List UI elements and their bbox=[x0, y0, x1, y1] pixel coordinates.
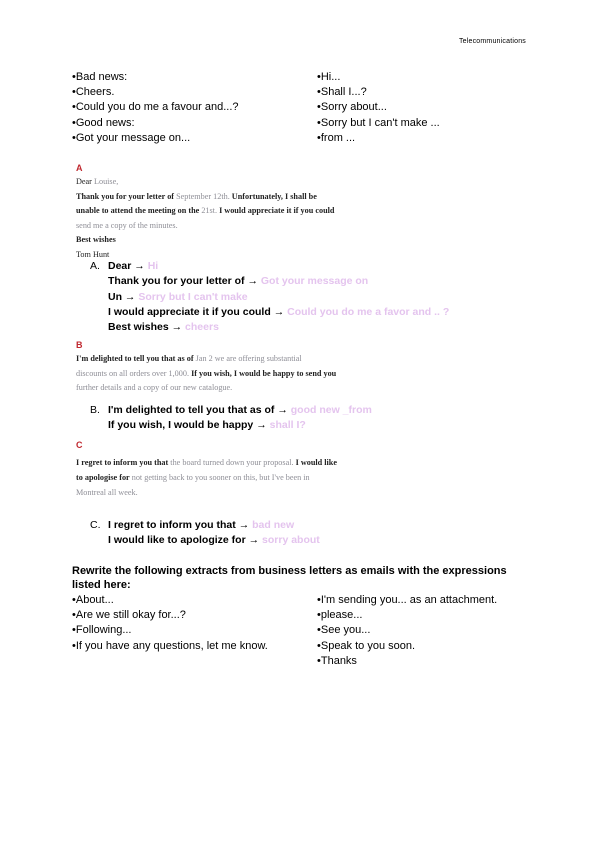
expressions-list-left bbox=[72, 70, 239, 146]
list-item: • If you have any questions, let me know. bbox=[72, 639, 268, 654]
exercise-instruction: Rewrite the following extracts from business letters as emails with the expressions listed here: bbox=[72, 565, 507, 591]
letter-c-excerpt: I regret to inform you that the board turned down your proposal. I would like to apologise for not getting back to you sooner on this, but I've been in Montreal all week. bbox=[76, 458, 337, 497]
letter-a-excerpt: Dear Louise, Thank you for your letter of September 12th. Unfortunately, I shall be unable to attend the meeting on the 21st. I would appreciate it if you could send me a copy of the minutes. Best wishes Tom Hunt bbox=[76, 177, 335, 259]
list-item: • Bad news: bbox=[72, 70, 239, 85]
letter-b-excerpt: I'm delighted to tell you that as of Jan 2 we are offering substantial discounts on all orders over 1,000. If you wish, I would be happy to send you further details and a copy of our new catalogue. bbox=[76, 354, 337, 392]
list-item: • Could you do me a favour and...? bbox=[72, 100, 239, 115]
letter-b-label: B bbox=[76, 340, 83, 350]
list-item: • Speak to you soon. bbox=[317, 639, 497, 654]
list-item: • Following... bbox=[72, 623, 268, 638]
expressions-list-2-right bbox=[317, 593, 497, 669]
list-item: • Sorry but I can't make ... bbox=[317, 116, 440, 131]
list-item: • I'm sending you... as an attachment. bbox=[317, 593, 497, 608]
expressions-list-right bbox=[317, 70, 440, 146]
list-item: • Cheers. bbox=[72, 85, 239, 100]
answer-b-block: B. I'm delighted to tell you that as of → good new _from If you wish, I would be happy → shall I? bbox=[90, 404, 372, 432]
letter-c-label: C bbox=[76, 440, 83, 450]
list-item: • Are we still okay for...? bbox=[72, 608, 268, 623]
list-item: • Thanks bbox=[317, 654, 497, 669]
list-item: • please... bbox=[317, 608, 497, 623]
answer-a-block: A. Dear → Hi Thank you for your letter of → Got your message on Un → Sorry but I can't make I would appreciate it if you could → Could you do me a favor and .. ? Best wishes → cheers bbox=[90, 260, 450, 334]
list-item: • Good news: bbox=[72, 116, 239, 131]
expressions-list-2-left bbox=[72, 593, 268, 654]
list-item: • About... bbox=[72, 593, 268, 608]
list-item: • Got your message on... bbox=[72, 131, 239, 146]
list-item: • Hi... bbox=[317, 70, 440, 85]
page-header: Telecommunications bbox=[458, 38, 526, 45]
letter-a-label: A bbox=[76, 163, 83, 173]
list-item: • Sorry about... bbox=[317, 100, 440, 115]
answer-c-block: C. I regret to inform you that → bad new I would like to apologize for → sorry about bbox=[90, 519, 320, 547]
list-item: • from ... bbox=[317, 131, 440, 146]
list-item: • Shall I...? bbox=[317, 85, 440, 100]
list-item: • See you... bbox=[317, 623, 497, 638]
